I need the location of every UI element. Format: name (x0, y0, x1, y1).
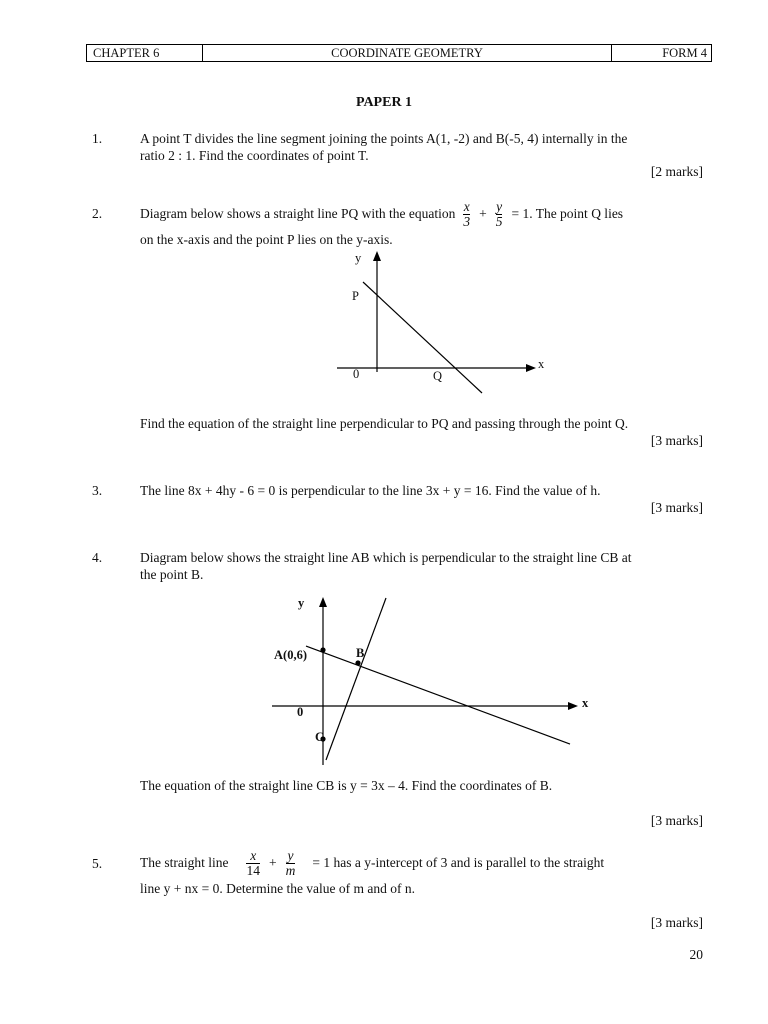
q4-y-label: y (298, 596, 305, 610)
q5-line1-b: = 1 has a y-intercept of 3 and is parallel to the straight (312, 855, 605, 870)
q2-frac2-num: y (496, 198, 503, 214)
q5-marks: [3 marks] (650, 915, 703, 930)
q2-frac1-num: x (463, 198, 470, 214)
header-form: FORM 4 (611, 45, 711, 61)
q5-line1-a: The straight line (140, 855, 229, 870)
q4-c-label: C (315, 730, 325, 744)
q1-marks: [2 marks] (650, 164, 703, 179)
q4-x-label: x (582, 696, 589, 710)
q4-line-ab (306, 646, 570, 744)
q4-point-b (355, 660, 360, 665)
header-chapter: CHAPTER 6 (87, 45, 203, 61)
q5-frac2-den: m (285, 862, 296, 878)
q4-line1: Diagram below shows the straight line AB which is perpendicular to the straight line CB at (140, 550, 632, 565)
page-number: 20 (689, 947, 703, 962)
q2-q-label: Q (433, 369, 443, 383)
q4-question: The equation of the straight line CB is y = 3x – 4. Find the coordinates of B. (140, 778, 553, 793)
q2-line2: on the x-axis and the point P lies on the y-axis. (140, 232, 393, 247)
q5-frac2-num: y (287, 847, 294, 863)
q2-o-label: 0 (353, 367, 360, 381)
q4-number: 4. (92, 550, 103, 565)
q5-frac1-den: 14 (246, 862, 260, 878)
q2-frac2-den: 5 (495, 213, 503, 229)
q2-x-label: x (538, 357, 545, 371)
q1-line2: ratio 2 : 1. Find the coordinates of point T. (140, 148, 369, 163)
q2-plus: + (479, 206, 487, 221)
q4-marks: [3 marks] (650, 813, 703, 828)
q3-number: 3. (92, 483, 103, 498)
q4-a-label: A(0,6) (274, 648, 307, 662)
q2-number: 2. (92, 206, 103, 221)
q5-fraction-x (246, 849, 260, 878)
q5-plus: + (268, 855, 277, 870)
q4-line-cb (326, 598, 386, 760)
q4-point-a (320, 647, 325, 652)
q3-marks: [3 marks] (650, 500, 703, 515)
q4-x-arrow-icon (568, 702, 578, 710)
q5-number: 5. (92, 856, 103, 871)
q3-text: The line 8x + 4hy - 6 = 0 is perpendicular to the line 3x + y = 16. Find the value of h. (140, 483, 601, 498)
q2-question: Find the equation of the straight line perpendicular to PQ and passing through the point Q. (140, 416, 629, 431)
q2-line1-b: = 1. The point Q lies (511, 206, 624, 221)
q5-frac1-num: x (250, 847, 257, 863)
q2-p-label: P (352, 289, 359, 303)
q2-y-label: y (355, 251, 362, 265)
q1-line1: A point T divides the line segment joining the points A(1, -2) and B(-5, 4) internally in the (140, 131, 628, 146)
q4-line2: the point B. (140, 567, 204, 582)
q4-o-label: 0 (297, 705, 304, 719)
q2-line1-a: Diagram below shows a straight line PQ with the equation (140, 206, 456, 221)
paper-title: PAPER 1 (355, 95, 413, 110)
q5-line2: line y + nx = 0. Determine the value of m and of n. (140, 881, 416, 896)
q5-fraction-y (286, 849, 296, 878)
q4-b-label: B (356, 646, 365, 660)
q1-number: 1. (92, 131, 103, 146)
q4-y-arrow-icon (319, 597, 327, 607)
header-topic: COORDINATE GEOMETRY (331, 45, 483, 60)
q2-marks: [3 marks] (650, 433, 703, 448)
q5-line1 (140, 846, 604, 880)
q2-frac1-den: 3 (463, 213, 471, 229)
